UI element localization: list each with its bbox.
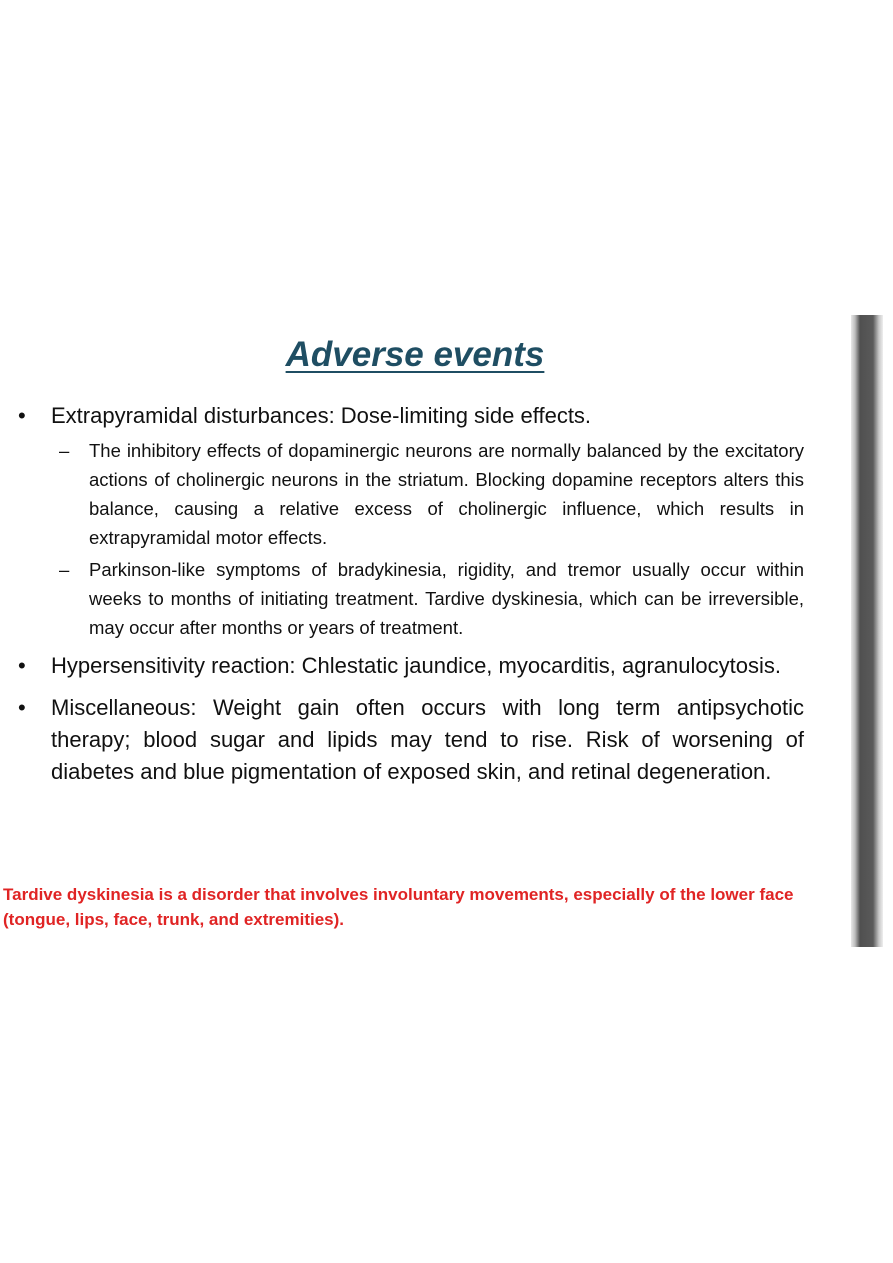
sub-bullet-marker: – bbox=[59, 440, 70, 461]
bullet-text: Miscellaneous: Weight gain often occurs with long term antipsychotic therapy; blood sugar and lipids may tend to rise. Risk of worsening of diabetes and blue pigmentation of exposed skin, and retinal degeneration. bbox=[51, 695, 804, 784]
bullet-marker: • bbox=[18, 403, 26, 428]
bullet-marker: • bbox=[18, 653, 26, 678]
bullet-hypersensitivity bbox=[18, 650, 804, 682]
bullet-list bbox=[0, 400, 893, 788]
bullet-extrapyramidal bbox=[18, 400, 804, 642]
sub-bullet-list bbox=[51, 436, 804, 642]
bullet-miscellaneous bbox=[18, 692, 804, 788]
sub-bullet-marker: – bbox=[59, 559, 70, 580]
slide-title: Adverse events bbox=[285, 335, 545, 374]
tardive-dyskinesia-note: Tardive dyskinesia is a disorder that involves involuntary movements, especially of the lower face (tongue, lips, face, trunk, and extremities). bbox=[3, 885, 794, 929]
bullet-text: Extrapyramidal disturbances: Dose-limiting side effects. bbox=[51, 403, 592, 428]
bullet-text: Hypersensitivity reaction: Chlestatic jaundice, myocarditis, agranulocytosis. bbox=[51, 653, 781, 678]
sub-bullet-text: The inhibitory effects of dopaminergic neurons are normally balanced by the excitatory actions of cholinergic neurons in the striatum. Blocking dopamine receptors alters this balance, causing a relative excess of cholinergic influence, which results in extrapyramidal motor effects. bbox=[89, 440, 804, 548]
bullet-marker: • bbox=[18, 695, 26, 720]
sub-bullet-symptoms bbox=[59, 555, 804, 642]
sub-bullet-text: Parkinson-like symptoms of bradykinesia, rigidity, and tremor usually occur within weeks to months of initiating treatment. Tardive dyskinesia, which can be irreversible, may occur after months or years of treatment. bbox=[89, 559, 804, 638]
sub-bullet-mechanism bbox=[59, 436, 804, 552]
